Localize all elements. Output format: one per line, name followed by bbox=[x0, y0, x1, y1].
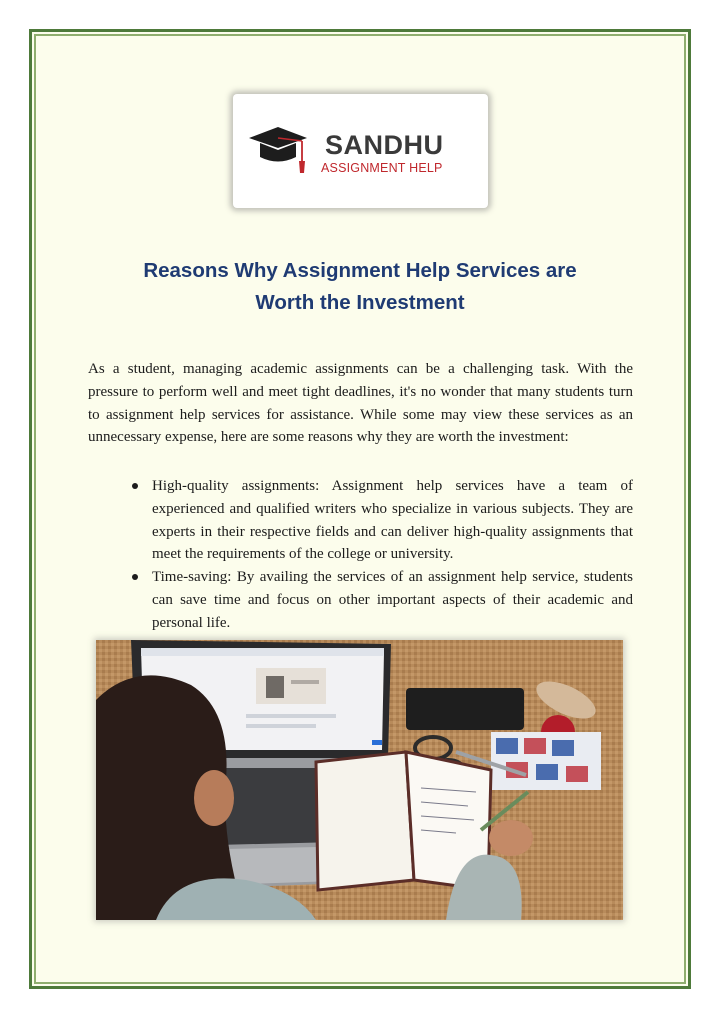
graduation-cap-icon bbox=[247, 124, 309, 176]
bullet-text: High-quality assignments: Assignment help services have a team of experienced and qualified writers who specialize in various subjects. They are experts in their respective fields and can deliver high-quality assignments that meet the requirements of the college or university. bbox=[152, 478, 633, 563]
intro-paragraph: As a student, managing academic assignments can be a challenging task. With the pressure to perform well and meet tight deadlines, it's no wonder that many students turn to assignment help services for assistance. While some may view these services as an unnecessary expense, here are some reasons why they are worth the investment: bbox=[88, 361, 633, 446]
bullet-text: Time-saving: By availing the services of an assignment help service, students can save time and focus on other important aspects of their academic and personal life. bbox=[152, 569, 633, 631]
article-photo bbox=[96, 640, 623, 920]
bullet-icon bbox=[132, 483, 138, 489]
logo-brand: SANDHU bbox=[325, 130, 444, 160]
logo-subtitle: ASSIGNMENT HELP bbox=[321, 161, 443, 175]
article-title bbox=[60, 255, 660, 319]
logo bbox=[233, 94, 488, 208]
title-line-2: Worth the Investment bbox=[255, 291, 465, 314]
list-item bbox=[152, 475, 633, 566]
bullet-list bbox=[152, 475, 633, 635]
list-item bbox=[152, 566, 633, 634]
title-line-1: Reasons Why Assignment Help Services are bbox=[143, 259, 577, 282]
